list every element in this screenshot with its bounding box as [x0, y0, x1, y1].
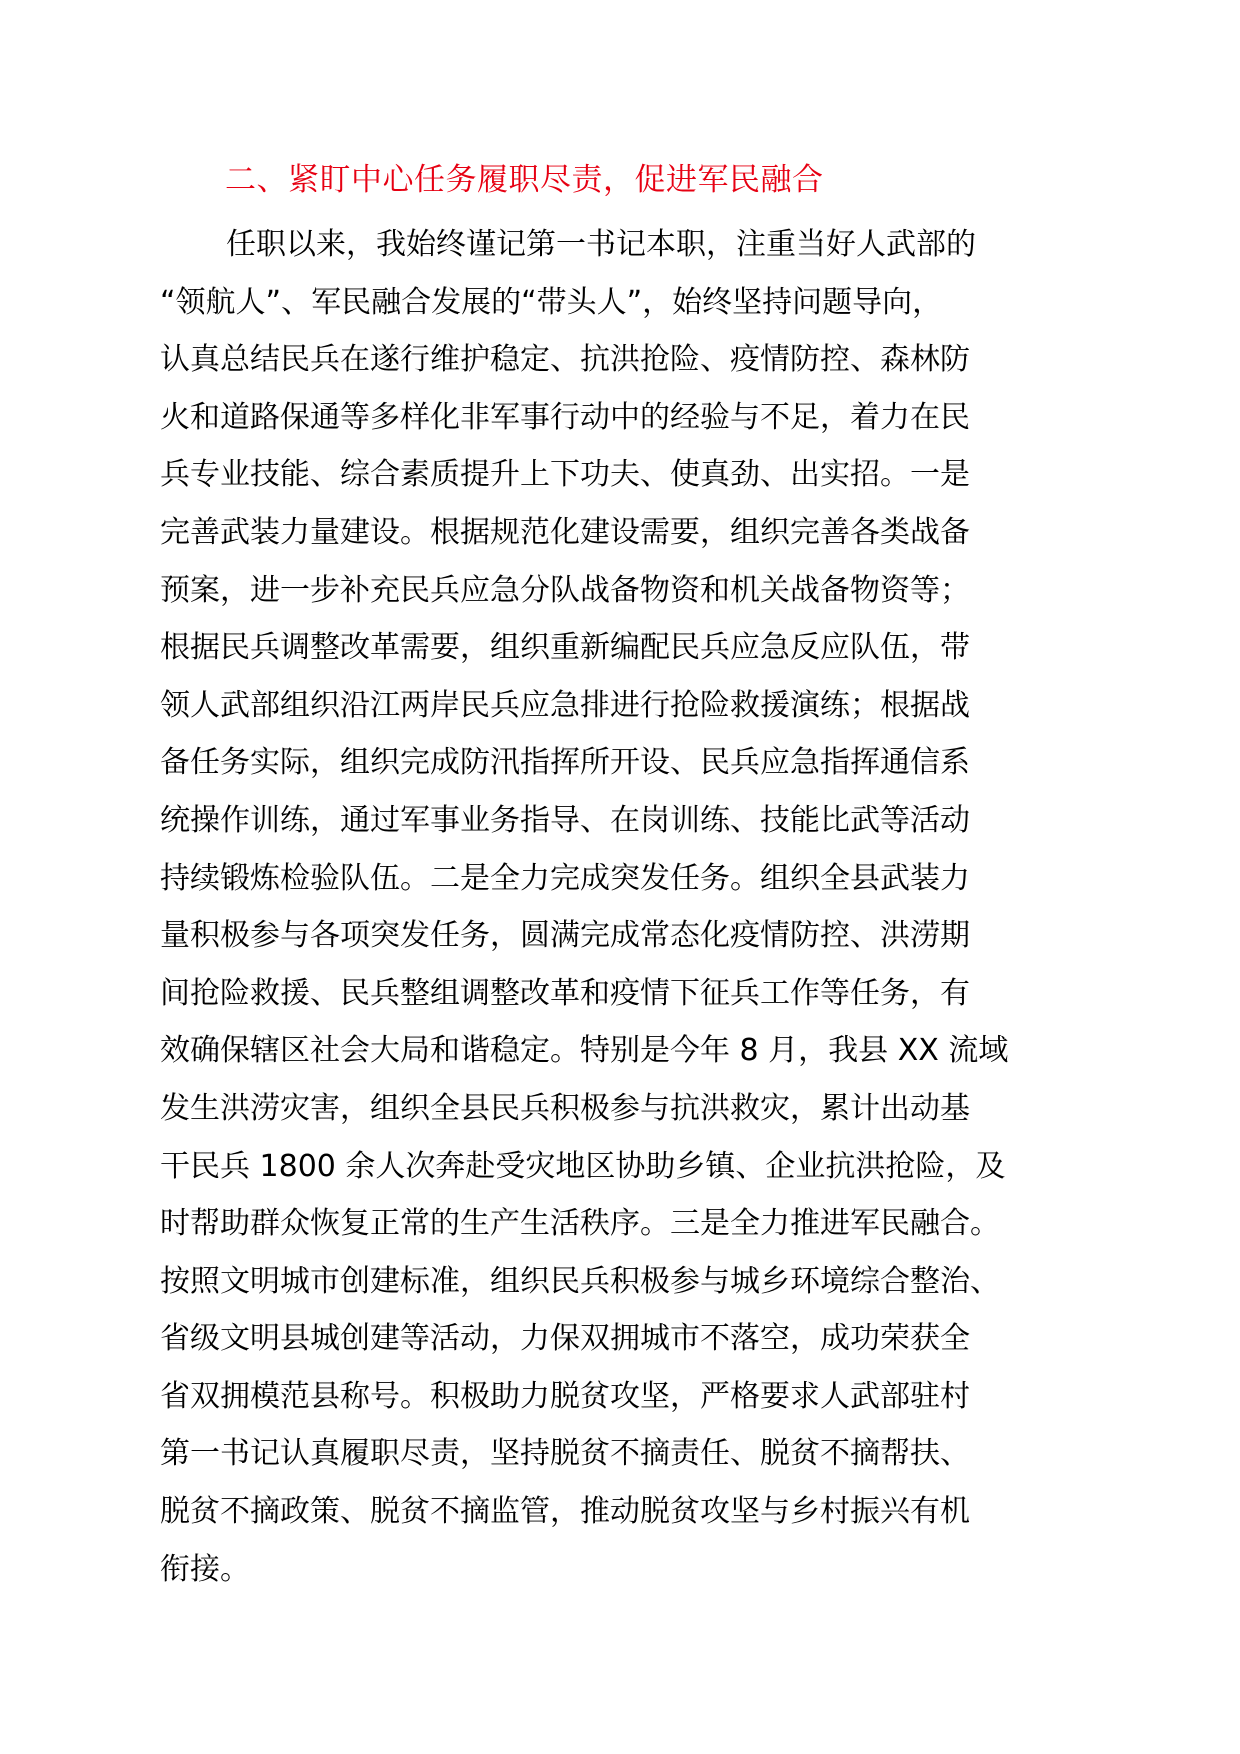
paragraph-line: 按照文明城市创建标准，组织民兵积极参与城乡环境综合整治、 [160, 1263, 1000, 1299]
paragraph-line: 兵专业技能、综合素质提升上下功夫、使真劲、出实招。一是 [160, 457, 970, 493]
paragraph-line: “领航人”、军民融合发展的“带头人”，始终坚持问题导向， [160, 284, 943, 320]
paragraph-line: 发生洪涝灾害，组织全县民兵积极参与抗洪救灾，累计出动基 [160, 1090, 970, 1126]
paragraph-line: 效确保辖区社会大局和谐稳定。特别是今年 8 月，我县 XX 流域 [160, 1033, 1009, 1069]
paragraph-line: 省双拥模范县称号。积极助力脱贫攻坚，严格要求人武部驻村 [160, 1378, 970, 1414]
paragraph-line: 根据民兵调整改革需要，组织重新编配民兵应急反应队伍，带 [160, 630, 970, 666]
paragraph-line: 预案，进一步补充民兵应急分队战备物资和机关战备物资等； [160, 572, 970, 608]
paragraph-line: 认真总结民兵在遂行维护稳定、抗洪抢险、疫情防控、森林防 [160, 342, 970, 378]
paragraph-line: 量积极参与各项突发任务，圆满完成常态化疫情防控、洪涝期 [160, 918, 970, 954]
body-paragraph [160, 216, 1008, 1598]
paragraph-line: 省级文明县城创建等活动，力保双拥城市不落空，成功荣获全 [160, 1321, 970, 1357]
paragraph-line: 间抢险救援、民兵整组调整改革和疫情下征兵工作等任务，有 [160, 975, 970, 1011]
paragraph-line: 统操作训练，通过军事业务指导、在岗训练、技能比武等活动 [160, 802, 970, 838]
paragraph-line: 备任务实际，组织完成防汛指挥所开设、民兵应急指挥通信系 [160, 745, 970, 781]
paragraph-line: 持续锻炼检验队伍。二是全力完成突发任务。组织全县武装力 [160, 860, 970, 896]
paragraph-line: 第一书记认真履职尽责，坚持脱贫不摘责任、脱贫不摘帮扶、 [160, 1436, 970, 1472]
paragraph-line: 火和道路保通等多样化非军事行动中的经验与不足，着力在民 [160, 399, 970, 435]
section-heading: 二、紧盯中心任务履职尽责，促进军民融合 [225, 162, 824, 198]
paragraph-line: 干民兵 1800 余人次奔赴受灾地区协助乡镇、企业抗洪抢险，及 [160, 1148, 1006, 1184]
paragraph-line: 任职以来，我始终谨记第一书记本职，注重当好人武部的 [226, 227, 976, 262]
paragraph-line: 衔接。 [160, 1551, 250, 1587]
paragraph-line: 领人武部组织沿江两岸民兵应急排进行抢险救援演练；根据战 [160, 687, 970, 723]
paragraph-line: 完善武装力量建设。根据规范化建设需要，组织完善各类战备 [160, 514, 970, 550]
paragraph-line: 脱贫不摘政策、脱贫不摘监管，推动脱贫攻坚与乡村振兴有机 [160, 1494, 970, 1530]
paragraph-line: 时帮助群众恢复正常的生产生活秩序。三是全力推进军民融合。 [160, 1206, 1000, 1242]
